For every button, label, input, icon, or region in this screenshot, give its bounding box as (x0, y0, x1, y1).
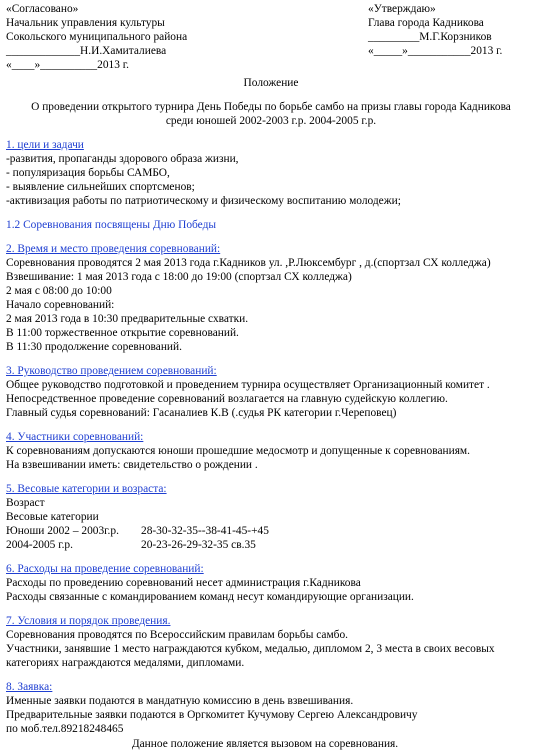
doc-subtitle (6, 100, 536, 128)
doc-footer: Данное положение является вызовом на соревнования. (131, 738, 399, 750)
section-goals (6, 138, 536, 208)
weight-line: Весовые категории (6, 511, 99, 523)
section-conditions (6, 614, 536, 670)
approved-label: «Утверждаю» (368, 3, 436, 15)
section-time-place (6, 242, 536, 354)
approved-position: Глава города Кадникова (368, 17, 484, 29)
goal-line: -активизация работы по патриотическому и физическому воспитанию молодежи; (6, 195, 401, 207)
section-time-place-heading: 2. Время и место проведения соревнований: (6, 243, 221, 255)
application-line: Именные заявки подаются в мандатную комиссию в день взвешивания. (6, 695, 354, 707)
section-participants (6, 430, 536, 472)
section-weight-categories (6, 482, 536, 552)
management-line: Главный судья соревнований: Гасаналиев К.В (.судья РК категории г.Череповец) (6, 407, 397, 419)
application-line: Предварительные заявки подаются в Оргкомитет Кучумову Сергею Александровичу (6, 709, 418, 721)
time-place-line: Взвешивание: 1 мая 2013 года с 18:00 до 19:00 (спортзал СХ колледжа) (6, 271, 352, 283)
subtitle-line-2: среди юношей 2002-2003 г.р. 2004-2005 г.р. (165, 115, 377, 127)
section-management (6, 364, 536, 420)
section-management-heading: 3. Руководство проведением соревнований: (6, 365, 217, 377)
conditions-line: Соревнования проводятся по Всероссийским правилам борьбы самбо. (6, 629, 349, 641)
management-line: Непосредственное проведение соревнований возлагается на главную судейскую коллегию. (6, 393, 448, 405)
agreed-org: Сокольского муниципального района (6, 31, 188, 43)
management-line: Общее руководство подготовкой и проведением турнира осуществляет Организационный комитет . (6, 379, 490, 391)
participants-line: На взвешивании иметь: свидетельство о рождении . (6, 459, 258, 471)
agreed-date: «____»__________2013 г. (6, 59, 129, 71)
weight-row-values: 28-30-32-35--38-41-45-+45 (141, 525, 269, 537)
section-dedication: 1.2 Соревнования посвящены Дню Победы (6, 219, 217, 231)
section-participants-heading: 4. Участники соревнований: (6, 431, 144, 443)
expenses-line: Расходы связанные с командированием команд несут командирующие организации. (6, 591, 414, 603)
document-page (6, 2, 536, 736)
weight-row-age: 2004-2005 г.р. (6, 539, 73, 551)
section-conditions-heading: 7. Условия и порядок проведения. (6, 615, 171, 627)
approved-signature: _________М.Г.Корзников (368, 31, 492, 43)
conditions-line: Участники, занявшие 1 место награждаются кубком, медалью, дипломом 2, 3 места в своих весовых (6, 643, 495, 655)
time-place-line: Соревнования проводятся 2 мая 2013 года г.Кадников ул. ,Р.Люксембург , д.(спортзал СХ колледжа) (6, 257, 491, 269)
approval-agreed (6, 2, 266, 72)
time-place-line: В 11:00 торжественное открытие соревнований. (6, 327, 239, 339)
section-application-heading: 8. Заявка: (6, 681, 53, 693)
section-goals-heading: 1. цели и задачи (6, 139, 84, 151)
doc-title: Положение (243, 77, 299, 89)
goal-line: -развития, пропаганды здорового образа жизни, (6, 153, 239, 165)
approval-approved (368, 2, 538, 58)
time-place-line: В 11:30 продолжение соревнований. (6, 341, 182, 353)
agreed-label: «Согласовано» (6, 3, 79, 15)
section-expenses (6, 562, 536, 604)
weight-row-values: 20-23-26-29-32-35 св.35 (141, 539, 256, 551)
conditions-line: категориях награждаются медалями, дипломами. (6, 657, 245, 669)
weight-line: Возраст (6, 497, 45, 509)
section-application (6, 680, 536, 736)
weight-row (6, 524, 536, 538)
time-place-line: 2 мая с 08:00 до 10:00 (6, 285, 112, 297)
time-place-line: Начало соревнований: (6, 299, 115, 311)
section-expenses-heading: 6. Расходы на проведение соревнований: (6, 563, 204, 575)
participants-line: К соревнованиям допускаются юноши прошедшие медосмотр и допущенные к соревнованиям. (6, 445, 470, 457)
expenses-line: Расходы по проведению соревнований несет администрация г.Кадникова (6, 577, 361, 589)
goal-line: - выявление сильнейших спортсменов; (6, 181, 195, 193)
weight-row-age: Юноши 2002 – 2003г.р. (6, 525, 119, 537)
agreed-position: Начальник управления культуры (6, 17, 165, 29)
agreed-signature: _____________Н.И.Хамиталиева (6, 45, 167, 57)
weight-row (6, 538, 536, 552)
time-place-line: 2 мая 2013 года в 10:30 предварительные схватки. (6, 313, 249, 325)
application-line: по моб.тел.89218248465 (6, 723, 124, 735)
approved-date: «_____»___________2013 г. (368, 45, 503, 57)
subtitle-line-1: О проведении открытого турнира День Победы по борьбе самбо на призы главы города Кадникова (31, 101, 511, 113)
goal-line: - популяризация борьбы САМБО, (6, 167, 170, 179)
approval-block (6, 2, 536, 74)
section-weight-heading: 5. Весовые категории и возраста: (6, 483, 167, 495)
